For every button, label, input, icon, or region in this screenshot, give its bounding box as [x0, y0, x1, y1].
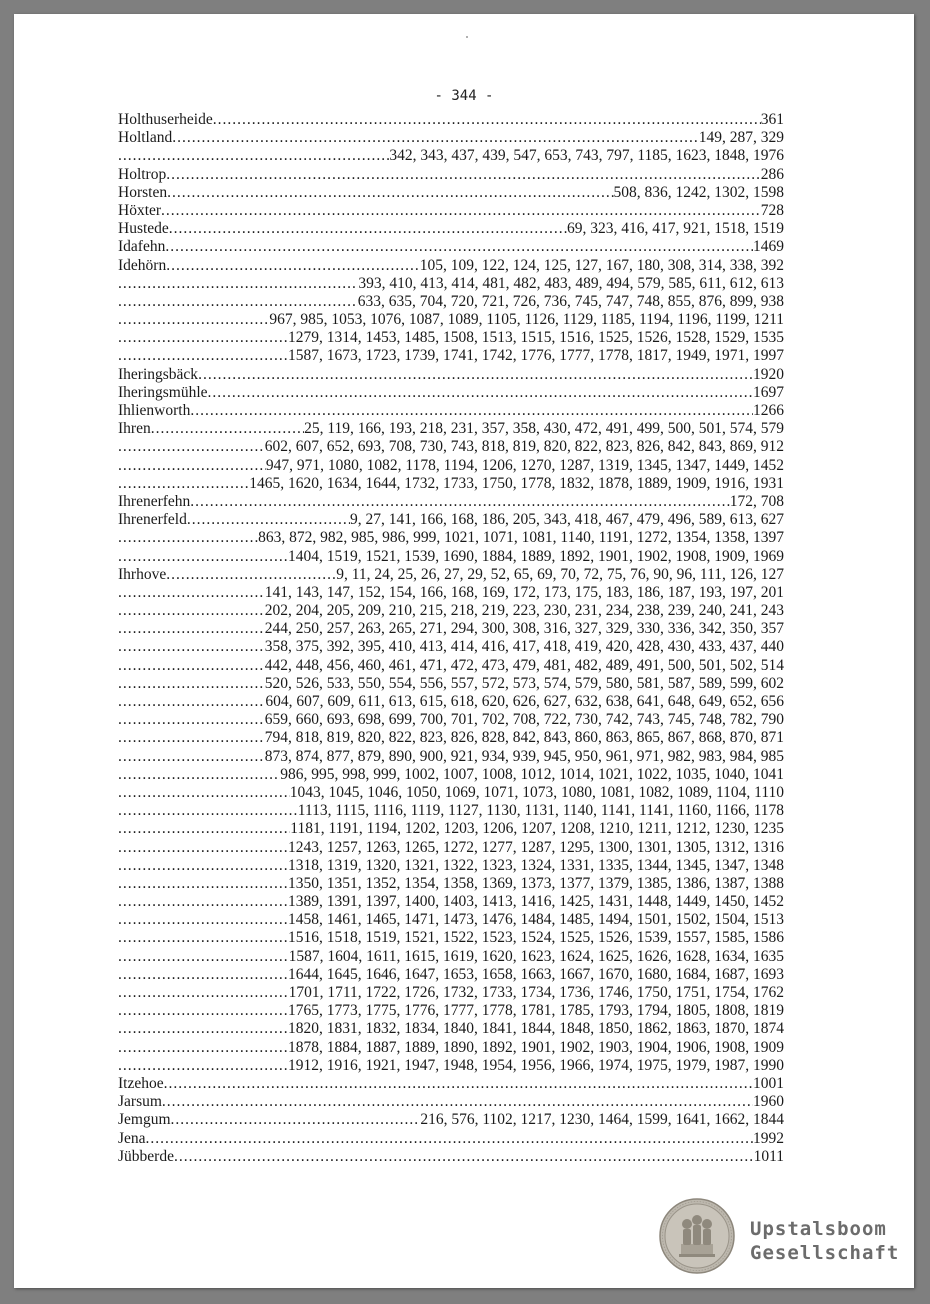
dot-leader: [118, 584, 265, 602]
entry-term: Jemgum: [118, 1111, 171, 1129]
entry-term: Idafehn: [118, 238, 166, 256]
page-number: - 344 -: [434, 88, 494, 104]
dot-leader: [118, 475, 249, 493]
dot-leader: [151, 420, 304, 438]
entry-pages: 9, 27, 141, 166, 168, 186, 205, 343, 418, 467, 479, 496, 589, 613, 627: [350, 511, 784, 529]
dot-leader: [187, 511, 350, 529]
entry-term: Horsten: [118, 183, 168, 201]
entry-term: Itzehoe: [118, 1074, 164, 1092]
entry-pages: 520, 526, 533, 550, 554, 556, 557, 572, 573, 574, 579, 580, 581, 587, 589, 599, 602: [264, 674, 784, 692]
index-continuation: [118, 784, 784, 802]
entry-term: Höxter: [118, 201, 162, 219]
dot-leader: [118, 311, 269, 329]
index-continuation: [118, 147, 784, 165]
entry-pages: 9, 11, 24, 25, 26, 27, 29, 52, 65, 69, 70, 72, 75, 76, 90, 96, 111, 126, 127: [336, 565, 784, 583]
entry-pages: 1587, 1673, 1723, 1739, 1741, 1742, 1776, 1777, 1778, 1817, 1949, 1971, 1997: [288, 347, 784, 365]
index-continuation: [118, 329, 784, 347]
index-entry: [118, 420, 784, 438]
index-entry: [118, 1093, 784, 1111]
document-page: [14, 14, 914, 1288]
entry-term: Ihlienworth: [118, 402, 191, 419]
brand-name: [750, 1217, 899, 1265]
index-entry: [118, 1075, 784, 1093]
entry-term: Ihrenerfehn: [118, 492, 191, 510]
entry-pages: 1279, 1314, 1453, 1485, 1508, 1513, 1515, 1516, 1525, 1526, 1528, 1529, 1535: [288, 329, 784, 347]
index-continuation: [118, 620, 784, 638]
dot-leader: [118, 275, 358, 293]
index-continuation: [118, 839, 784, 857]
dot-leader: [162, 1093, 753, 1111]
index-continuation: [118, 929, 784, 947]
dot-leader: [171, 1111, 421, 1129]
dot-leader: [190, 402, 753, 420]
dot-leader: [118, 1039, 288, 1057]
entry-pages: 1266: [753, 402, 784, 419]
entry-pages: 1878, 1884, 1887, 1889, 1890, 1892, 1901, 1902, 1903, 1904, 1906, 1908, 1909: [288, 1038, 784, 1056]
index-entry: [118, 366, 784, 384]
entry-term: Idehörn: [118, 256, 167, 274]
entry-pages: 141, 143, 147, 152, 154, 166, 168, 169, 172, 173, 175, 183, 186, 187, 193, 197, 201: [264, 583, 784, 601]
entry-pages: 342, 343, 437, 439, 547, 653, 743, 797, 1185, 1623, 1848, 1976: [389, 147, 784, 165]
entry-pages: 1701, 1711, 1722, 1726, 1732, 1733, 1734, 1736, 1746, 1750, 1751, 1754, 1762: [288, 984, 784, 1001]
entry-pages: 602, 607, 652, 693, 708, 730, 743, 818, 819, 820, 822, 823, 826, 842, 843, 869, 912: [264, 438, 784, 456]
entry-pages: 1389, 1391, 1397, 1400, 1403, 1413, 1416, 1425, 1431, 1448, 1449, 1450, 1452: [288, 893, 784, 911]
entry-pages: 633, 635, 704, 720, 721, 726, 736, 745, 747, 748, 855, 876, 899, 938: [357, 292, 784, 310]
dot-leader: [118, 839, 288, 857]
entry-pages: 172, 708: [729, 492, 784, 510]
entry-term: Jarsum: [118, 1093, 162, 1111]
entry-pages: 1697: [753, 383, 784, 401]
entry-pages: 794, 818, 819, 820, 822, 823, 826, 828, 842, 843, 860, 863, 865, 867, 868, 870, 871: [264, 729, 784, 747]
dot-leader: [118, 748, 265, 766]
entry-term: Ihrenerfeld: [118, 511, 187, 529]
index-continuation: [118, 766, 784, 784]
dot-leader: [118, 347, 288, 365]
index-continuation: [118, 475, 784, 493]
entry-pages: 1243, 1257, 1263, 1265, 1272, 1277, 1287, 1295, 1300, 1301, 1305, 1312, 1316: [288, 838, 784, 856]
entry-pages: 1318, 1319, 1320, 1321, 1322, 1323, 1324, 1331, 1335, 1344, 1345, 1347, 1348: [288, 856, 784, 874]
index-continuation: [118, 748, 784, 766]
entry-pages: 286: [760, 165, 784, 183]
index-continuation: [118, 584, 784, 602]
entry-pages: 1350, 1351, 1352, 1354, 1358, 1369, 1373, 1377, 1379, 1385, 1386, 1387, 1388: [288, 874, 784, 892]
dot-leader: [118, 638, 265, 656]
dot-leader: [118, 457, 266, 475]
dot-leader: [172, 129, 699, 147]
entry-pages: 1113, 1115, 1116, 1119, 1127, 1130, 1131, 1140, 1141, 1141, 1160, 1166, 1178: [297, 802, 784, 820]
index-continuation: [118, 529, 784, 547]
dot-leader: [118, 929, 288, 947]
dot-leader: [118, 1057, 288, 1075]
index-continuation: [118, 602, 784, 620]
entry-pages: 1587, 1604, 1611, 1615, 1619, 1620, 1623, 1624, 1625, 1626, 1628, 1634, 1635: [288, 947, 784, 965]
entry-pages: 149, 287, 329: [698, 129, 784, 147]
dot-leader: [118, 1020, 288, 1038]
index-continuation: [118, 857, 784, 875]
index-entry: [118, 184, 784, 202]
entry-term: Holtrop: [118, 165, 167, 183]
index-continuation: [118, 966, 784, 984]
entry-pages: 1912, 1916, 1921, 1947, 1948, 1954, 1956, 1966, 1974, 1975, 1979, 1987, 1990: [288, 1056, 784, 1074]
dot-leader: [118, 1002, 288, 1020]
entry-term: Hustede: [118, 220, 169, 238]
entry-pages: 1458, 1461, 1465, 1471, 1473, 1476, 1484, 1485, 1494, 1501, 1502, 1504, 1513: [288, 911, 784, 929]
dot-leader: [118, 620, 265, 638]
index-continuation: [118, 1002, 784, 1020]
entry-pages: 442, 448, 456, 460, 461, 471, 472, 473, 479, 481, 482, 489, 491, 500, 501, 502, 514: [264, 656, 784, 674]
entry-pages: 659, 660, 693, 698, 699, 700, 701, 702, 708, 722, 730, 742, 743, 745, 748, 782, 790: [264, 711, 784, 729]
dot-leader: [118, 766, 280, 784]
dot-leader: [118, 329, 288, 347]
dot-leader: [118, 602, 265, 620]
index-continuation: [118, 693, 784, 711]
index-continuation: [118, 638, 784, 656]
speck-mark: [466, 36, 468, 38]
dot-leader: [213, 111, 761, 129]
entry-pages: 728: [760, 201, 784, 219]
index-entry: [118, 220, 784, 238]
entry-pages: 393, 410, 413, 414, 481, 482, 483, 489, 494, 579, 585, 611, 612, 613: [358, 274, 784, 292]
entry-pages: 105, 109, 122, 124, 125, 127, 167, 180, 308, 314, 338, 392: [419, 256, 784, 274]
dot-leader: [161, 202, 761, 220]
index-entry: [118, 1130, 784, 1148]
entry-pages: 1516, 1518, 1519, 1521, 1522, 1523, 1524, 1525, 1526, 1539, 1557, 1585, 1586: [288, 929, 784, 947]
dot-leader: [164, 1075, 753, 1093]
dot-leader: [169, 220, 567, 238]
entry-pages: 863, 872, 982, 985, 986, 999, 1021, 1071, 1081, 1140, 1191, 1272, 1354, 1358, 1397: [258, 529, 784, 547]
entry-pages: 361: [760, 111, 784, 128]
index-continuation: [118, 293, 784, 311]
entry-pages: 1011: [753, 1147, 784, 1165]
index-continuation: [118, 657, 784, 675]
dot-leader: [118, 911, 288, 929]
entry-pages: 1644, 1645, 1646, 1647, 1653, 1658, 1663, 1667, 1670, 1680, 1684, 1687, 1693: [288, 965, 784, 983]
dot-leader: [118, 147, 389, 165]
index-entry: [118, 111, 784, 129]
place-index: [118, 111, 784, 1166]
entry-term: Jübberde: [118, 1147, 174, 1165]
dot-leader: [167, 184, 613, 202]
entry-term: Jena: [118, 1129, 146, 1147]
index-entry: [118, 1111, 784, 1129]
entry-pages: 216, 576, 1102, 1217, 1230, 1464, 1599, 1641, 1662, 1844: [420, 1111, 784, 1129]
dot-leader: [118, 875, 288, 893]
brand-line-2: Gesellschaft: [750, 1242, 900, 1264]
seal-icon: [659, 1198, 735, 1274]
dot-leader: [118, 857, 288, 875]
entry-pages: 947, 971, 1080, 1082, 1178, 1194, 1206, 1270, 1287, 1319, 1345, 1347, 1449, 1452: [265, 456, 784, 474]
entry-term: Ihrhove: [118, 565, 167, 583]
dot-leader: [118, 802, 298, 820]
entry-pages: 202, 204, 205, 209, 210, 215, 218, 219, 223, 230, 231, 234, 238, 239, 240, 241, 243: [264, 602, 784, 620]
entry-term: Iheringsbäck: [118, 365, 199, 383]
dot-leader: [118, 293, 358, 311]
dot-leader: [118, 529, 258, 547]
entry-pages: 986, 995, 998, 999, 1002, 1007, 1008, 1012, 1014, 1021, 1022, 1035, 1040, 1041: [280, 765, 784, 783]
entry-pages: 1960: [753, 1093, 784, 1111]
dot-leader: [118, 693, 265, 711]
entry-term: Holtland: [118, 129, 173, 147]
index-continuation: [118, 311, 784, 329]
dot-leader: [146, 1130, 753, 1148]
dot-leader: [198, 366, 753, 384]
dot-leader: [208, 384, 753, 402]
entry-pages: 1404, 1519, 1521, 1539, 1690, 1884, 1889, 1892, 1901, 1902, 1908, 1909, 1969: [288, 547, 784, 565]
index-continuation: [118, 984, 784, 1002]
entry-pages: 1820, 1831, 1832, 1834, 1840, 1841, 1844, 1848, 1850, 1862, 1863, 1870, 1874: [288, 1020, 784, 1038]
index-continuation: [118, 802, 784, 820]
entry-pages: 1992: [753, 1129, 784, 1147]
index-continuation: [118, 457, 784, 475]
entry-pages: 508, 836, 1242, 1302, 1598: [613, 183, 784, 201]
dot-leader: [174, 1148, 754, 1166]
dot-leader: [118, 657, 265, 675]
entry-pages: 69, 323, 416, 417, 921, 1518, 1519: [567, 220, 784, 238]
dot-leader: [118, 729, 265, 747]
dot-leader: [166, 166, 761, 184]
entry-pages: 358, 375, 392, 395, 410, 413, 414, 416, 417, 418, 419, 420, 428, 430, 433, 437, 440: [264, 638, 784, 656]
index-continuation: [118, 911, 784, 929]
entry-pages: 1181, 1191, 1194, 1202, 1203, 1206, 1207, 1208, 1210, 1211, 1212, 1230, 1235: [290, 820, 784, 838]
index-entry: [118, 257, 784, 275]
index-continuation: [118, 729, 784, 747]
dot-leader: [118, 966, 288, 984]
entry-pages: 1001: [753, 1074, 784, 1092]
dot-leader: [118, 548, 288, 566]
index-entry: [118, 1148, 784, 1166]
entry-pages: 244, 250, 257, 263, 265, 271, 294, 300, 308, 316, 327, 329, 330, 336, 342, 350, 357: [264, 620, 784, 638]
entry-pages: 967, 985, 1053, 1076, 1087, 1089, 1105, 1126, 1129, 1185, 1194, 1196, 1199, 1211: [269, 311, 784, 329]
index-continuation: [118, 711, 784, 729]
index-entry: [118, 384, 784, 402]
index-continuation: [118, 1039, 784, 1057]
index-continuation: [118, 675, 784, 693]
brand-line-1: Upstalsboom: [750, 1218, 887, 1240]
dot-leader: [190, 493, 729, 511]
entry-pages: 1465, 1620, 1634, 1644, 1732, 1733, 1750, 1778, 1832, 1878, 1889, 1909, 1916, 1931: [249, 474, 784, 492]
entry-pages: 1469: [753, 238, 784, 256]
entry-pages: 873, 874, 877, 879, 890, 900, 921, 934, 939, 945, 950, 961, 971, 982, 983, 984, 985: [264, 747, 784, 765]
index-entry: [118, 166, 784, 184]
index-entry: [118, 129, 784, 147]
index-entry: [118, 238, 784, 256]
entry-term: Holthuserheide: [118, 111, 213, 128]
index-continuation: [118, 347, 784, 365]
index-continuation: [118, 820, 784, 838]
index-entry: [118, 202, 784, 220]
index-continuation: [118, 1020, 784, 1038]
entry-pages: 604, 607, 609, 611, 613, 615, 618, 620, 626, 627, 632, 638, 641, 648, 649, 652, 656: [265, 693, 784, 710]
dot-leader: [118, 820, 290, 838]
entry-term: Ihren: [118, 420, 151, 438]
index-continuation: [118, 875, 784, 893]
index-entry: [118, 493, 784, 511]
dot-leader: [166, 257, 420, 275]
entry-pages: 1765, 1773, 1775, 1776, 1777, 1778, 1781, 1785, 1793, 1794, 1805, 1808, 1819: [288, 1002, 784, 1020]
dot-leader: [118, 893, 288, 911]
dot-leader: [166, 566, 336, 584]
index-entry: [118, 402, 784, 420]
entry-pages: 1043, 1045, 1046, 1050, 1069, 1071, 1073, 1080, 1081, 1082, 1089, 1104, 1110: [289, 783, 784, 801]
dot-leader: [118, 948, 289, 966]
dot-leader: [118, 675, 265, 693]
dot-leader: [118, 784, 290, 802]
index-continuation: [118, 948, 784, 966]
index-continuation: [118, 893, 784, 911]
index-entry: [118, 566, 784, 584]
index-continuation: [118, 275, 784, 293]
entry-term: Iheringsmühle: [118, 383, 208, 401]
dot-leader: [118, 438, 265, 456]
dot-leader: [118, 711, 265, 729]
entry-pages: 1920: [753, 365, 784, 383]
dot-leader: [118, 984, 289, 1002]
dot-leader: [165, 238, 753, 256]
entry-pages: 25, 119, 166, 193, 218, 231, 357, 358, 430, 472, 491, 499, 500, 501, 574, 579: [304, 420, 784, 438]
index-continuation: [118, 548, 784, 566]
index-continuation: [118, 438, 784, 456]
index-entry: [118, 511, 784, 529]
index-continuation: [118, 1057, 784, 1075]
